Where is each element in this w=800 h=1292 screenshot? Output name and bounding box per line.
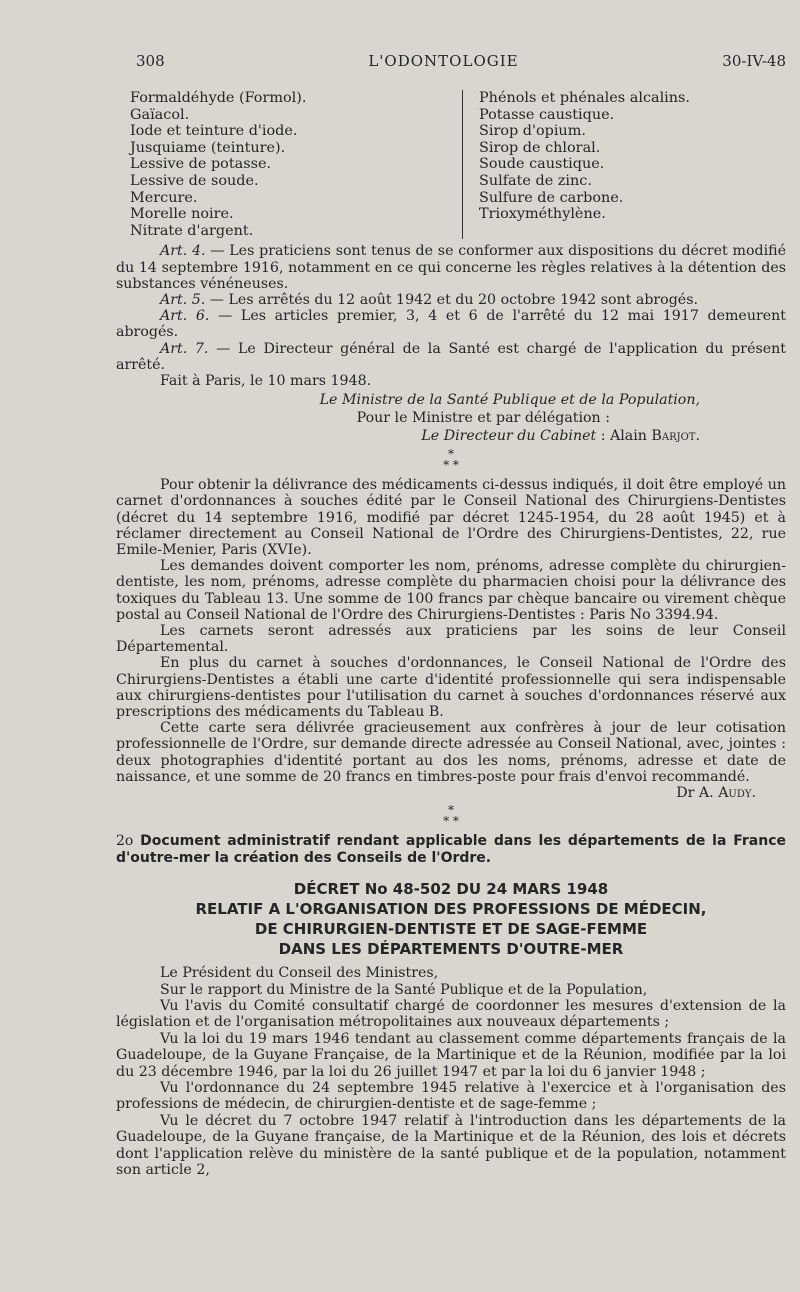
article bbox=[116, 292, 786, 308]
list-item: Formaldéhyde (Formol). bbox=[130, 90, 307, 106]
list-item: Iode et teinture d'iode. bbox=[130, 123, 298, 140]
list-item: Potasse caustique. bbox=[479, 106, 615, 123]
decree-title-line: DÉCRET No 48-502 DU 24 MARS 1948 bbox=[293, 880, 609, 899]
list-item: Morelle noire. bbox=[130, 206, 234, 223]
list-item: Sirop de chloral. bbox=[479, 139, 601, 156]
list-right-column bbox=[463, 90, 690, 239]
list-item: Phénols et phénales alcalins. bbox=[479, 90, 691, 106]
list-item: Lessive de soude. bbox=[130, 172, 259, 189]
list-item: Sirop d'opium. bbox=[479, 123, 586, 140]
body-paragraph: Cette carte sera délivrée gracieusement aux confrères à jour de leur cotisation professionnelle de l'Ordre, sur demande directe adressée au Conseil National, avec, jointes : deux photographies d'identité portant au dos les noms, prénoms, adresse et date de naissance, et une somme de 20 francs en timbres-poste pour frais d'envoi recommandé. bbox=[116, 720, 786, 785]
signature-text: : Alain bbox=[596, 428, 652, 445]
decree-title bbox=[116, 879, 786, 959]
article-label: Art. 4. bbox=[160, 243, 206, 260]
list-item: Lessive de potasse. bbox=[130, 156, 272, 173]
article bbox=[116, 243, 786, 292]
article-label: Art. 5. bbox=[160, 291, 206, 308]
page-number: 308 bbox=[136, 52, 165, 70]
article-text: — Les articles premier, 3, 4 et 6 de l'arrêté du 12 mai 1917 demeurent abrogés. bbox=[116, 308, 786, 341]
signature-name: Barjot. bbox=[651, 428, 700, 445]
list-item: Jusquiame (teinture). bbox=[130, 139, 286, 156]
body-paragraph: Les demandes doivent comporter les nom, prénoms, adresse complète du chirurgien-dentiste, les nom, prénoms, adresse complète du pharmacien choisi pour la délivrance des toxiques du Tableau 13. Une somme de 100 francs par chèque bancaire ou virement chèque postal au Conseil National de l'Ordre des Chirurgiens-Dentistes : Paris No 3394.94. bbox=[116, 558, 786, 623]
preamble-paragraph: Vu l'ordonnance du 24 septembre 1945 relative à l'exercice et à l'organisation des professions de médecin, de chirurgien-dentiste et de sage-femme ; bbox=[116, 1080, 786, 1113]
article bbox=[116, 341, 786, 373]
author-name: Audy. bbox=[718, 785, 756, 802]
list-left-column bbox=[130, 90, 463, 239]
toxic-substances-list bbox=[130, 90, 786, 239]
article-text: — Le Directeur général de la Santé est chargé de l'application du présent arrêté. bbox=[116, 340, 786, 373]
article-label: Art. 6. bbox=[160, 308, 210, 325]
list-item: Nitrate d'argent. bbox=[130, 222, 254, 239]
article-text: — Les praticiens sont tenus de se conformer aux dispositions du décret modifié du 14 septembre 1916, notamment en ce qui concerne les règles relatives à la détention des substances vénéneuses. bbox=[116, 243, 786, 292]
signature-line: Pour le Ministre et par délégation : bbox=[356, 410, 610, 427]
document-heading bbox=[116, 833, 786, 867]
document-number: 2o bbox=[116, 833, 134, 850]
preamble-paragraph: Vu l'avis du Comité consultatif chargé de coordonner les mesures d'extension de la législation et de l'organisation métropolitaines aux nouveaux départements ; bbox=[116, 998, 786, 1031]
preamble-paragraph: Le Président du Conseil des Ministres, bbox=[160, 965, 439, 982]
article-label: Art. 7. bbox=[160, 340, 209, 357]
issue-date: 30-IV-48 bbox=[722, 52, 786, 70]
decree-preamble bbox=[116, 965, 786, 1178]
document-title: Document administratif rendant applicable dans les départements de la France d'outre-mer la création des Conseils de l'Ordre. bbox=[116, 833, 786, 867]
preamble-paragraph: Vu la loi du 19 mars 1946 tendant au classement comme départements français de la Guadeloupe, de la Guyane Française, de la Martinique et de la Réunion, modifiée par la loi du 23 décembre 1946, par la loi du 26 juillet 1947 et par la loi du 6 janvier 1948 ; bbox=[116, 1030, 786, 1080]
signature-line bbox=[116, 427, 700, 445]
author-prefix: Dr A. bbox=[676, 785, 719, 802]
instructions-section bbox=[116, 477, 786, 801]
list-item: Sulfate de zinc. bbox=[479, 172, 592, 189]
preamble-paragraph: Vu le décret du 7 octobre 1947 relatif à l'introduction dans les départements de la Guadeloupe, de la Guyane française, de la Martinique et de la Réunion, des lois et décrets dont l'application relève du ministère de la santé publique et de la population, notamment son article 2, bbox=[116, 1112, 786, 1179]
author-signature bbox=[116, 785, 756, 801]
list-item: Gaïacol. bbox=[130, 106, 190, 123]
preamble-paragraph: Sur le rapport du Ministre de la Santé Publique et de la Population, bbox=[160, 981, 648, 998]
article bbox=[116, 308, 786, 340]
section-separator bbox=[116, 449, 786, 471]
body-paragraph: Pour obtenir la délivrance des médicaments ci-dessus indiqués, il doit être employé un carnet d'ordonnances à souches édité par le Conseil National des Chirurgiens-Dentistes (décret du 14 septembre 1916, modifié par décret 1245-1954, du 28 août 1945) et à réclamer directement au Conseil National de l'Ordre des Chirurgiens-Dentistes, 22, rue Emile-Menier, Paris (XVIe). bbox=[116, 477, 786, 558]
journal-title: L'ODONTOLOGIE bbox=[368, 52, 519, 70]
done-at: Fait à Paris, le 10 mars 1948. bbox=[160, 372, 372, 389]
signature-block bbox=[116, 391, 700, 445]
signature-role: Le Directeur du Cabinet bbox=[421, 428, 597, 445]
separator-star: * * bbox=[443, 458, 459, 473]
body-paragraph: Les carnets seront adressés aux praticiens par les soins de leur Conseil Départemental. bbox=[116, 623, 786, 656]
article-text: — Les arrêtés du 12 août 1942 et du 20 octobre 1942 sont abrogés. bbox=[205, 291, 698, 308]
body-paragraph: En plus du carnet à souches d'ordonnances, le Conseil National de l'Ordre des Chirurgiens-Dentistes a établi une carte d'identité professionnelle qui sera indispensable aux chirurgiens-dentistes pour l'utilisation du carnet à souches d'ordonnances réservé aux prescriptions des médicaments du Tableau B. bbox=[116, 655, 786, 721]
separator-star: * * bbox=[443, 814, 459, 829]
list-item: Mercure. bbox=[130, 189, 198, 206]
page-header bbox=[136, 52, 786, 70]
articles-section bbox=[116, 243, 786, 389]
section-separator bbox=[116, 805, 786, 827]
decree-title-line: DE CHIRURGIEN-DENTISTE ET DE SAGE-FEMME bbox=[254, 920, 648, 939]
decree-title-line: DANS LES DÉPARTEMENTS D'OUTRE-MER bbox=[278, 940, 624, 959]
list-item: Soude caustique. bbox=[479, 156, 605, 173]
separator-star: * bbox=[448, 447, 454, 462]
separator-star: * bbox=[448, 803, 454, 818]
decree-title-line: RELATIF A L'ORGANISATION DES PROFESSIONS DE MÉDECIN, bbox=[195, 900, 707, 919]
list-item: Trioxyméthylène. bbox=[479, 206, 606, 223]
list-item: Sulfure de carbone. bbox=[479, 189, 624, 206]
signature-line: Le Ministre de la Santé Publique et de la Population, bbox=[319, 392, 700, 409]
